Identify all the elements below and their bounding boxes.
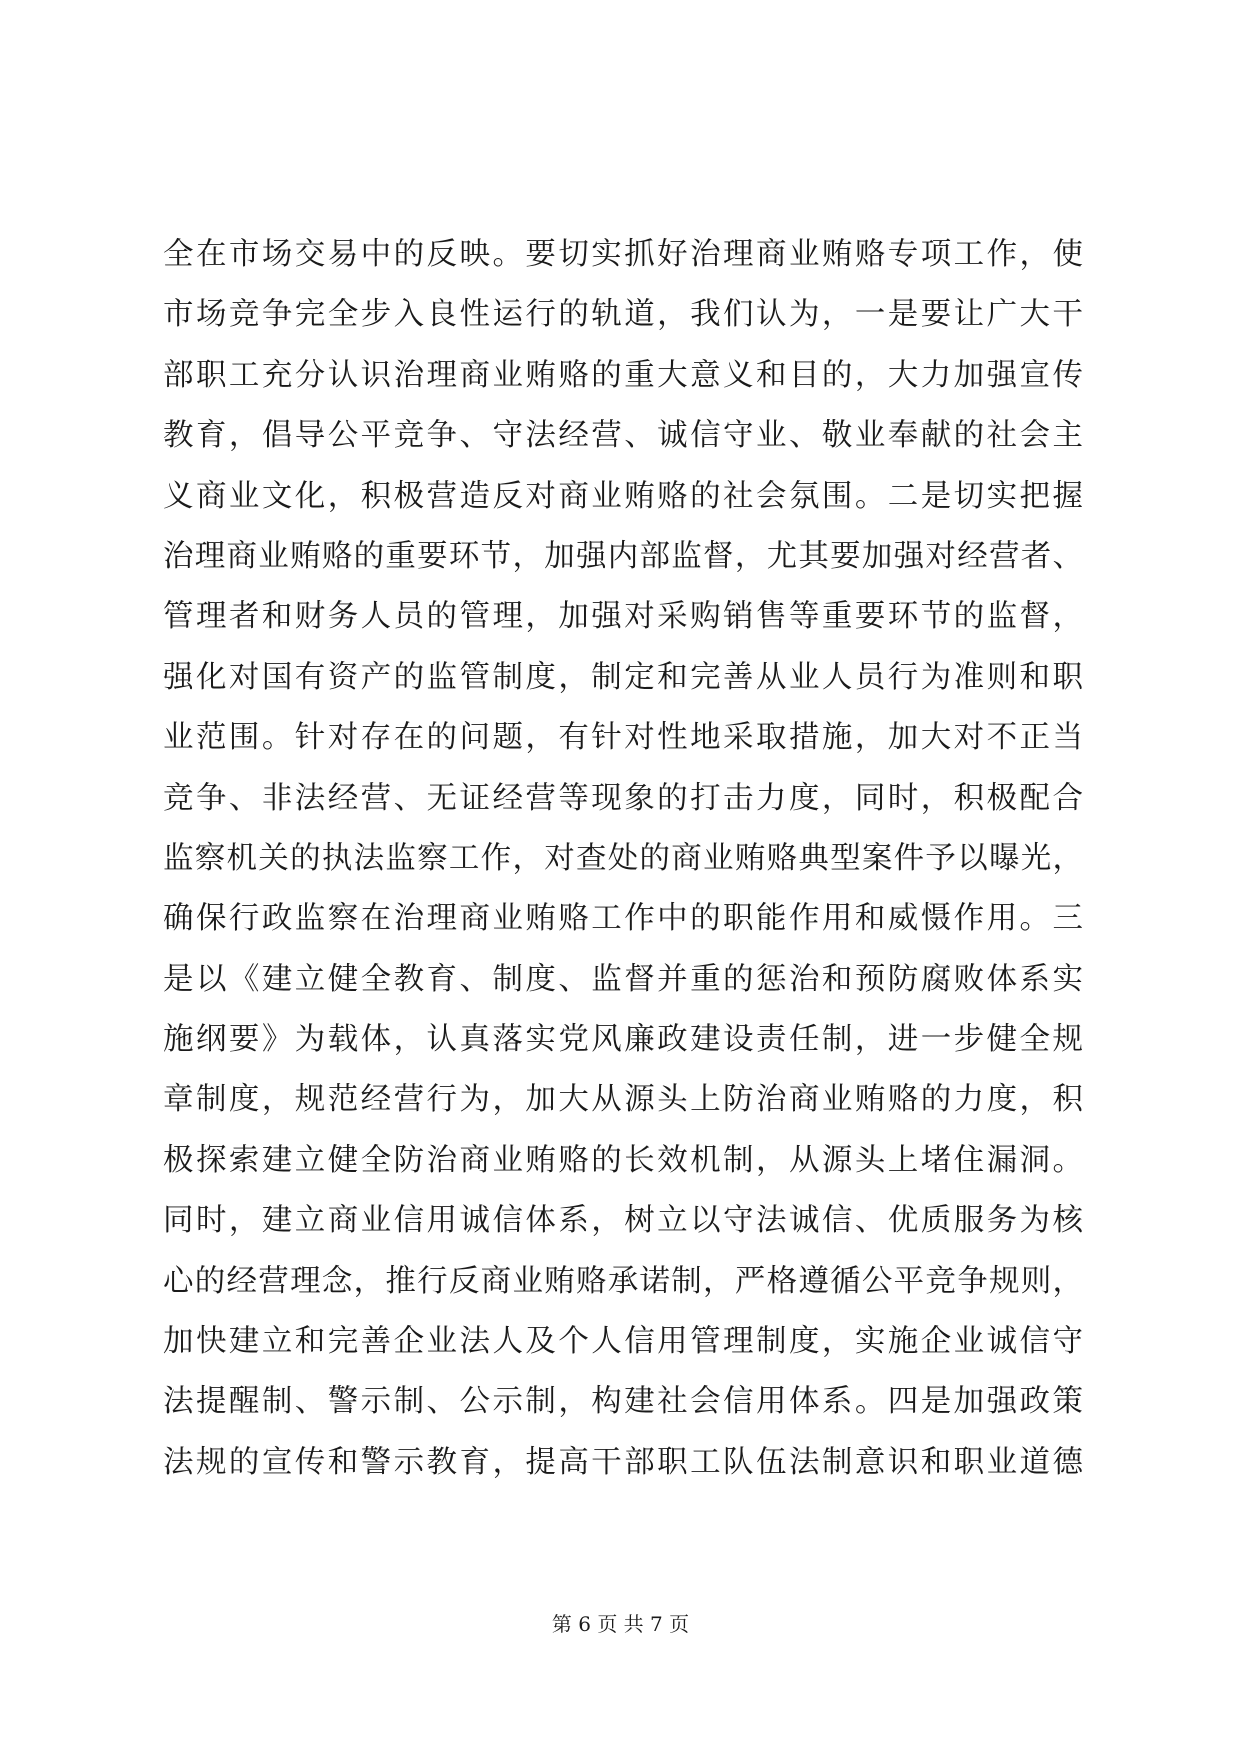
text-line: 加快建立和完善企业法人及个人信用管理制度，实施企业诚信守 — [163, 1324, 1083, 1360]
text-line: 同时，建立商业信用诚信体系，树立以守法诚信、优质服务为核 — [163, 1203, 1083, 1239]
text-line: 法规的宣传和警示教育，提高干部职工队伍法制意识和职业道德 — [163, 1444, 1083, 1480]
text-line: 监察机关的执法监察工作，对查处的商业贿赂典型案件予以曝光， — [163, 840, 1083, 876]
page-footer — [0, 1612, 1241, 1636]
text-line: 部职工充分认识治理商业贿赂的重大意义和目的，大力加强宣传 — [163, 357, 1083, 393]
text-line: 强化对国有资产的监管制度，制定和完善从业人员行为准则和职 — [163, 659, 1083, 695]
text-line: 法提醒制、警示制、公示制，构建社会信用体系。四是加强政策 — [163, 1384, 1083, 1420]
text-line: 全在市场交易中的反映。要切实抓好治理商业贿赂专项工作，使 — [163, 237, 1083, 272]
text-line: 业范围。针对存在的问题，有针对性地采取措施，加大对不正当 — [163, 720, 1083, 756]
text-line: 竞争、非法经营、无证经营等现象的打击力度，同时，积极配合 — [163, 780, 1083, 816]
text-line: 教育，倡导公平竞争、守法经营、诚信守业、敬业奉献的社会主 — [163, 418, 1083, 454]
text-line: 是以《建立健全教育、制度、监督并重的惩治和预防腐败体系实 — [163, 961, 1083, 997]
text-line: 市场竞争完全步入良性运行的轨道，我们认为，一是要让广大干 — [163, 297, 1083, 333]
text-line: 极探索建立健全防治商业贿赂的长效机制，从源头上堵住漏洞。 — [163, 1142, 1083, 1178]
text-line: 确保行政监察在治理商业贿赂工作中的职能作用和威慑作用。三 — [163, 901, 1083, 937]
text-line: 心的经营理念，推行反商业贿赂承诺制，严格遵循公平竞争规则， — [163, 1263, 1083, 1299]
page-number-label: 第 6 页 共 7 页 — [551, 1612, 690, 1636]
text-line: 管理者和财务人员的管理，加强对采购销售等重要环节的监督， — [163, 599, 1083, 635]
text-line: 治理商业贿赂的重要环节，加强内部监督，尤其要加强对经营者、 — [163, 538, 1083, 574]
text-line: 施纲要》为载体，认真落实党风廉政建设责任制，进一步健全规 — [163, 1022, 1083, 1058]
text-line: 义商业文化，积极营造反对商业贿赂的社会氛围。二是切实把握 — [163, 478, 1083, 514]
text-line: 章制度，规范经营行为，加大从源头上防治商业贿赂的力度，积 — [163, 1082, 1083, 1118]
body-text — [163, 225, 1083, 1493]
